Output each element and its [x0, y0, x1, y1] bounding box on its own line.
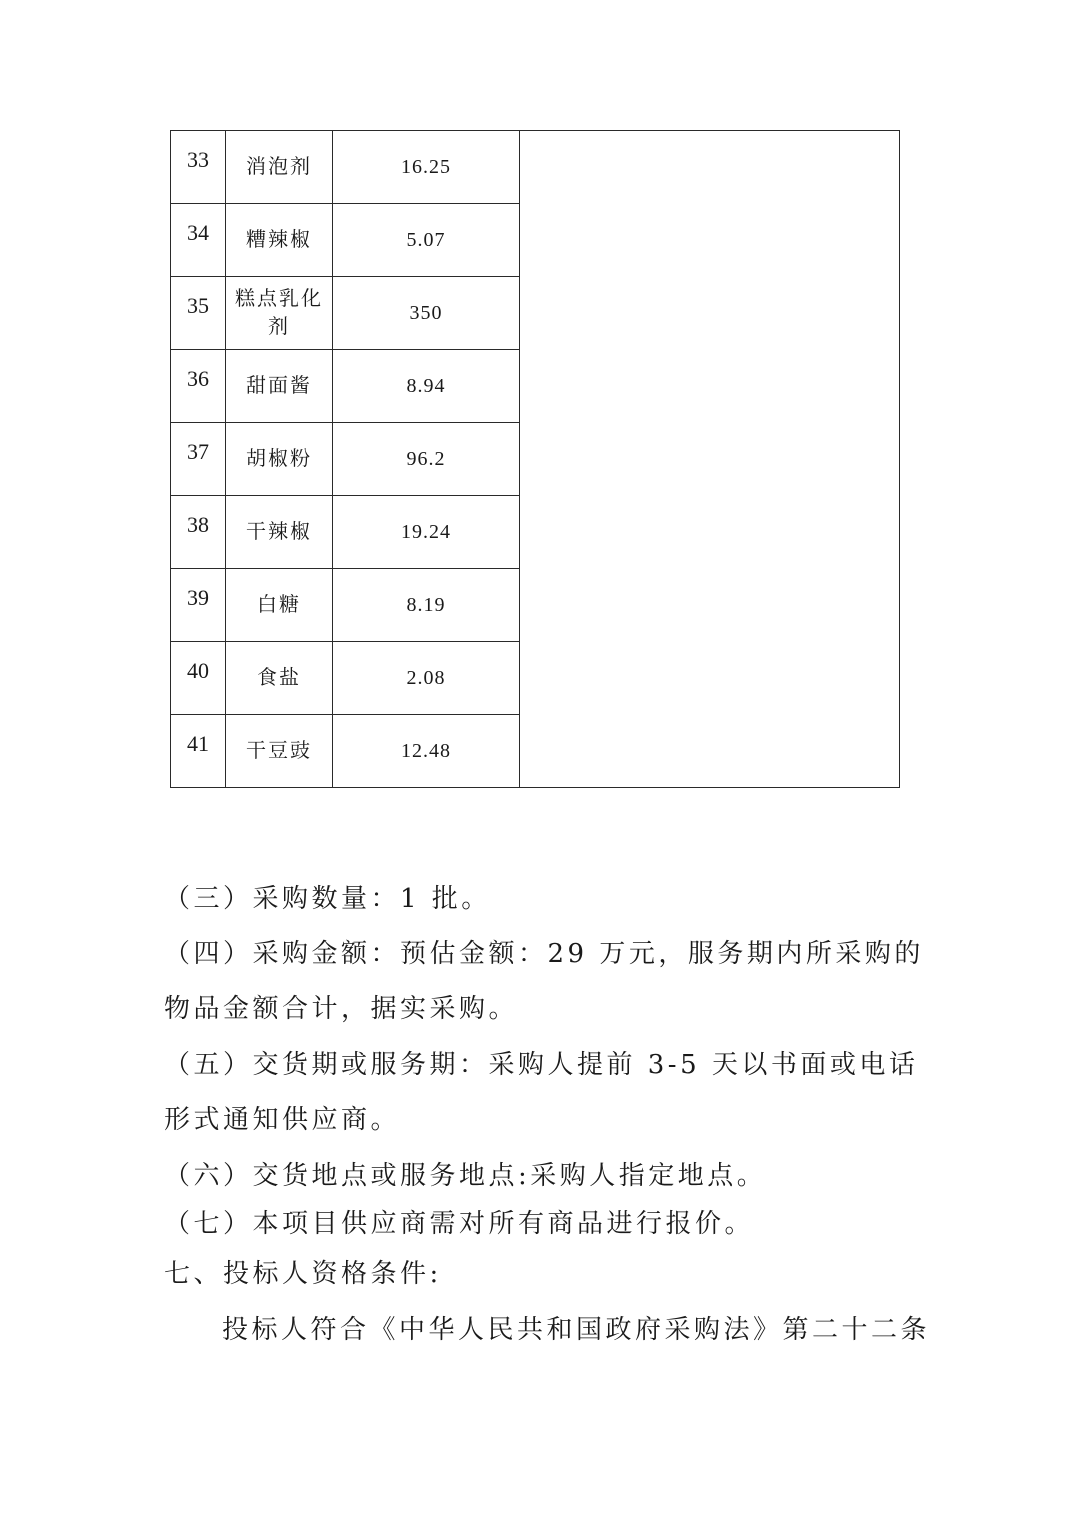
item-name-cell: 食盐 — [226, 642, 333, 715]
procurement-amount-line-2: 物品金额合计，据实采购。 — [164, 994, 519, 1024]
item-number-cell: 34 — [171, 204, 226, 277]
item-number-cell: 41 — [171, 715, 226, 788]
section-7-heading: 七、投标人资格条件: — [164, 1259, 442, 1289]
item-number-cell: 33 — [171, 131, 226, 204]
item-number-cell: 40 — [171, 642, 226, 715]
item-number-cell: 38 — [171, 496, 226, 569]
section-7-body: 投标人符合《中华人民共和国政府采购法》第二十二条 — [222, 1315, 931, 1345]
delivery-period-line-1: （五）交货期或服务期：采购人提前 3-5 天以书面或电话 — [164, 1050, 919, 1080]
item-price-cell: 19.24 — [333, 496, 520, 569]
item-name-cell: 甜面酱 — [226, 350, 333, 423]
item-name-cell: 糟辣椒 — [226, 204, 333, 277]
item-price-cell: 8.19 — [333, 569, 520, 642]
item-number-cell: 36 — [171, 350, 226, 423]
item-number-cell: 37 — [171, 423, 226, 496]
item-price-cell: 16.25 — [333, 131, 520, 204]
delivery-location: （六）交货地点或服务地点:采购人指定地点。 — [164, 1161, 767, 1191]
item-price-cell: 12.48 — [333, 715, 520, 788]
table-row — [171, 131, 900, 204]
price-table — [170, 130, 900, 788]
item-price-cell: 350 — [333, 277, 520, 350]
item-name-cell: 干辣椒 — [226, 496, 333, 569]
quotation-requirement: （七）本项目供应商需对所有商品进行报价。 — [164, 1209, 755, 1239]
merged-blank-cell — [520, 131, 900, 788]
item-price-cell: 2.08 — [333, 642, 520, 715]
item-name-cell: 干豆豉 — [226, 715, 333, 788]
item-name-cell: 糕点乳化剂 — [226, 277, 333, 350]
procurement-amount-line-1: （四）采购金额：预估金额：29 万元，服务期内所采购的 — [164, 939, 924, 969]
item-number-cell: 39 — [171, 569, 226, 642]
item-price-cell: 5.07 — [333, 204, 520, 277]
item-number-cell: 35 — [171, 277, 226, 350]
item-name-cell: 白糖 — [226, 569, 333, 642]
delivery-period-line-2: 形式通知供应商。 — [164, 1105, 401, 1135]
procurement-quantity: （三）采购数量：1 批。 — [164, 884, 491, 914]
item-name-cell: 胡椒粉 — [226, 423, 333, 496]
item-price-cell: 8.94 — [333, 350, 520, 423]
item-price-cell: 96.2 — [333, 423, 520, 496]
item-name-cell: 消泡剂 — [226, 131, 333, 204]
